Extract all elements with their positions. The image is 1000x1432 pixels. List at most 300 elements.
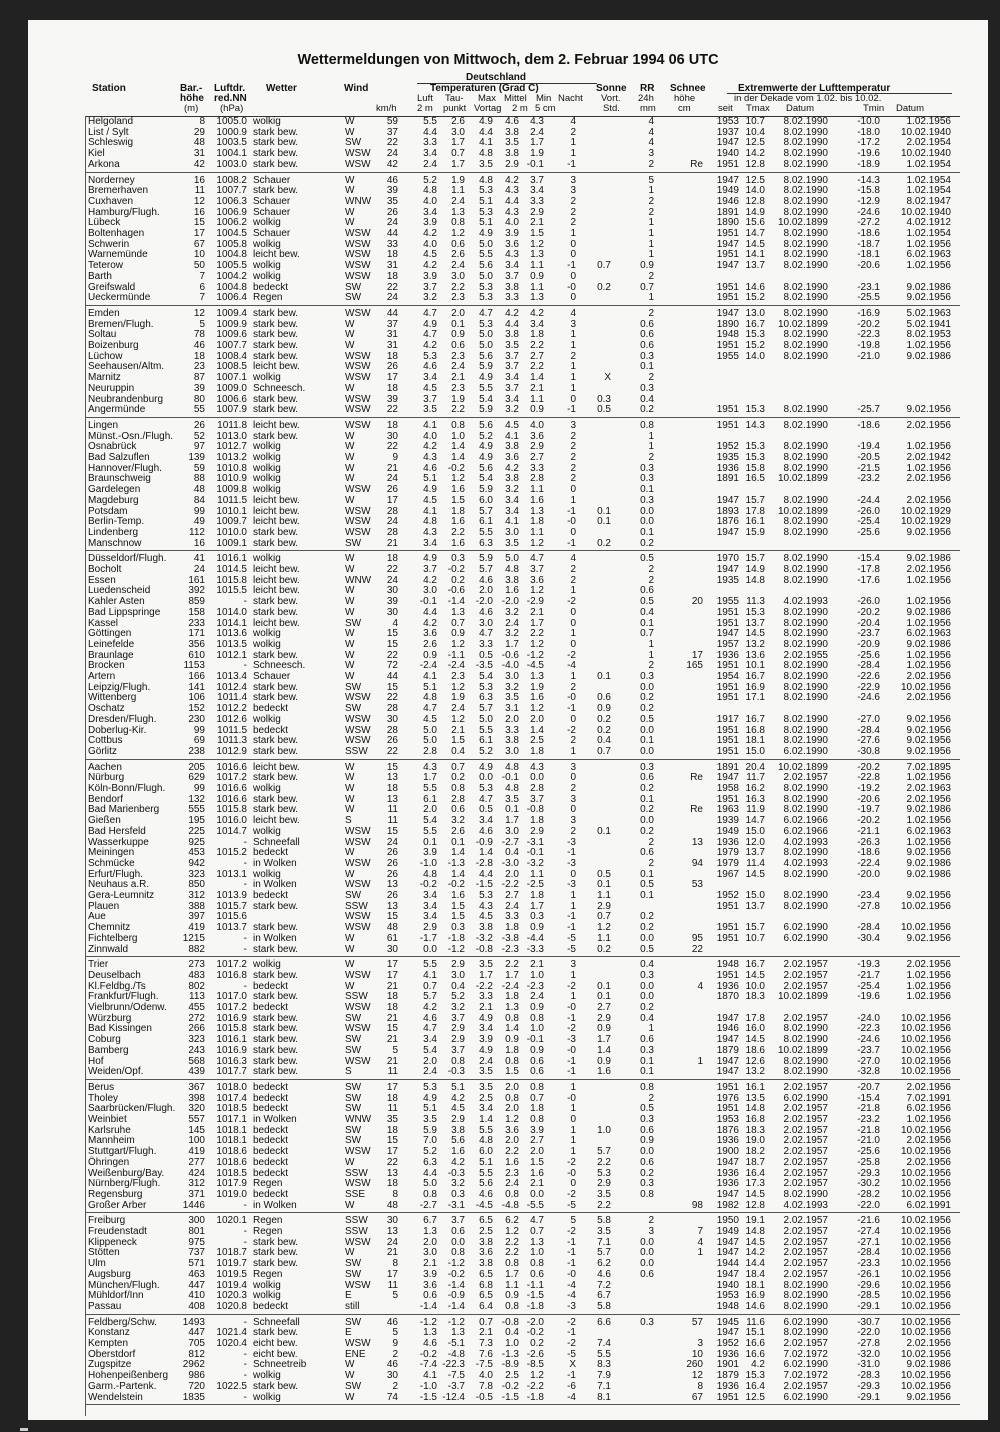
cell-wetter: bedeckt: [253, 1092, 289, 1104]
cell-taupunkt: 0.8: [451, 217, 465, 229]
cell-rr: 2: [648, 307, 654, 319]
cell-max-vortag: -3.5: [475, 660, 493, 672]
cell-wind-speed: 31: [386, 340, 398, 351]
cell-wind-dir: W: [345, 943, 355, 955]
cell-tmax: 15.3: [745, 452, 765, 463]
cell-wind-speed: 22: [386, 441, 398, 453]
cell-wind-speed: 17: [386, 1146, 398, 1158]
cell-min-5cm: 2.1: [530, 959, 544, 971]
cell-luft-2m: 3.4: [423, 206, 437, 218]
cell-wind-dir: SW: [345, 1268, 362, 1280]
cell-rr: 0.3: [640, 1316, 654, 1328]
cell-tmax: 20.4: [745, 761, 765, 773]
cell-max-vortag: 5.0: [479, 238, 493, 250]
cell-nacht: -1: [567, 1258, 576, 1270]
cell-barhoehe: 23: [193, 361, 205, 373]
cell-min-5cm: 3.4: [530, 185, 544, 197]
cell-barhoehe: 610: [188, 649, 205, 661]
cell-tmin: -21.1: [857, 825, 880, 837]
cell-schnee: 22: [691, 943, 703, 955]
cell-schnee: 4: [697, 1236, 703, 1248]
cell-tmin-datum: 9.02.1956: [906, 724, 951, 736]
cell-tmax-datum: 2.02.1957: [783, 1146, 828, 1158]
cell-max-vortag: 7.6: [479, 1348, 493, 1360]
cell-rr: 0.3: [640, 1178, 654, 1190]
cell-wetter: wolkig: [253, 783, 281, 794]
cell-station: Kempten: [88, 1338, 129, 1349]
cell-seit: 1949: [716, 825, 739, 837]
cell-station: Helgoland: [88, 116, 134, 127]
cell-tmin-datum: 1.02.1956: [906, 260, 951, 272]
cell-wetter: stark bew.: [253, 943, 299, 955]
cell-mittel: 4.8: [505, 761, 519, 773]
cell-luftdruck: 1011.5: [217, 494, 247, 506]
cell-taupunkt: -1.1: [447, 649, 465, 661]
cell-luft-2m: 3.4: [423, 537, 437, 549]
cell-wind-dir: SSW: [345, 900, 368, 912]
cell-max-vortag: 4.9: [479, 452, 493, 463]
cell-min-5cm: 0.2: [530, 1338, 544, 1349]
cell-wetter: wolkig: [253, 1391, 281, 1403]
cell-wetter: wolkig: [253, 484, 281, 496]
cell-rr: 0.3: [640, 473, 654, 485]
cell-luftdruck: 1004.5: [216, 228, 247, 239]
cell-max-vortag: -7.5: [475, 1359, 493, 1371]
table-row: [28, 421, 988, 432]
cell-luftdruck: 1014.0: [216, 606, 247, 618]
cell-tmax: 14.2: [745, 148, 765, 160]
cell-rr: 1: [648, 292, 654, 304]
cell-max-vortag: 6.1: [479, 516, 493, 528]
cell-barhoehe: 55: [193, 404, 205, 416]
cell-tmin: -18.0: [857, 126, 880, 138]
cell-tmax-datum: 8.02.1990: [783, 462, 828, 474]
cell-wind-dir: S: [345, 815, 352, 827]
cell-min-5cm: 2.8: [530, 783, 544, 794]
cell-min-5cm: 1.1: [530, 281, 544, 293]
cell-barhoehe: 397: [188, 911, 205, 923]
cell-taupunkt: 0.7: [451, 761, 465, 773]
cell-taupunkt: 5.6: [451, 1135, 465, 1147]
cell-tmin-datum: 9.02.1956: [906, 526, 951, 538]
cell-rr: 5: [648, 174, 654, 186]
cell-mittel: -2.0: [501, 596, 519, 608]
cell-barhoehe: 312: [188, 1178, 205, 1190]
cell-wind-speed: 2: [392, 1348, 398, 1360]
table-row: [28, 827, 988, 838]
cell-taupunkt: -3.7: [447, 1380, 465, 1392]
cell-rr: 0.7: [640, 281, 654, 293]
cell-barhoehe: 69: [193, 735, 205, 747]
cell-mittel: 0.1: [505, 804, 519, 816]
cell-wind-speed: 22: [386, 137, 398, 149]
cell-seit: 1948: [716, 1300, 739, 1312]
cell-rr: 2: [648, 660, 654, 672]
cell-wind-speed: 30: [386, 713, 398, 725]
cell-wetter: Schneesch.: [253, 660, 306, 672]
cell-luft-2m: 3.0: [423, 1247, 437, 1259]
group-separator: [85, 417, 960, 418]
cell-taupunkt: 0.3: [451, 1188, 465, 1200]
cell-wind-dir: W: [345, 761, 355, 773]
cell-tmax-datum: 2.02.1957: [783, 1103, 828, 1115]
cell-min-5cm: 0.8: [530, 1012, 544, 1024]
cell-tmin: -26.0: [857, 596, 880, 608]
cell-wind-speed: 18: [386, 419, 398, 431]
cell-station: Weiden/Opf.: [88, 1066, 144, 1078]
cell-tmax-datum: 8.02.1990: [783, 724, 828, 736]
cell-seit: 1947: [716, 1156, 739, 1168]
cell-nacht: -1: [567, 1327, 576, 1339]
cell-nacht: -2: [567, 649, 576, 661]
cell-luft-2m: 3.6: [423, 628, 437, 640]
cell-schnee: 20: [691, 596, 703, 608]
cell-nacht: 0: [570, 1178, 576, 1190]
cell-nacht: 1: [570, 991, 576, 1003]
cell-tmax: 13.6: [745, 649, 765, 661]
cell-max-vortag: 4.7: [479, 628, 493, 640]
cell-luftdruck: 1008.5: [216, 361, 247, 373]
cell-luft-2m: 4.5: [423, 382, 437, 394]
cell-taupunkt: 0.4: [451, 980, 465, 992]
cell-tmax: 13.7: [745, 617, 765, 629]
cell-nacht: 0: [570, 772, 576, 784]
cell-min-5cm: 0.0: [530, 1188, 544, 1200]
cell-station: Greifswald: [88, 281, 136, 293]
cell-tmax: 18.1: [745, 735, 765, 747]
cell-tmin: -18.9: [857, 158, 880, 170]
cell-sonne: 0.5: [597, 404, 611, 416]
cell-mittel: -2.3: [501, 943, 519, 955]
cell-taupunkt: 1.2: [451, 713, 465, 725]
col-sonne-b: Vort.: [601, 93, 621, 104]
cell-tmin: -28.5: [857, 1290, 880, 1302]
cell-wind-speed: 24: [386, 148, 398, 160]
cell-tmin-datum: 1.02.1956: [906, 772, 951, 784]
cell-wind-dir: W: [345, 1199, 355, 1211]
cell-tmax-datum: 8.02.1990: [783, 1290, 828, 1302]
cell-nacht: -0: [567, 1044, 576, 1056]
cell-nacht: 0: [570, 526, 576, 538]
cell-luft-2m: 5.5: [423, 959, 437, 971]
cell-wetter: stark bew.: [253, 318, 299, 330]
cell-rr: 0.1: [640, 868, 654, 880]
cell-barhoehe: 629: [188, 772, 205, 784]
cell-rr: 0.6: [640, 847, 654, 859]
cell-mittel: 3.4: [505, 260, 519, 272]
cell-nacht: 0: [570, 1114, 576, 1125]
col-nacht: Nacht: [558, 93, 583, 104]
cell-rr: 0.4: [640, 959, 654, 971]
cell-mittel: 3.6: [505, 452, 519, 463]
cell-tmin-datum: 2.02.1956: [906, 1156, 951, 1168]
cell-seit: 1944: [716, 1258, 739, 1270]
cell-wind-dir: W: [345, 980, 355, 992]
cell-station: Neubrandenburg: [88, 393, 164, 405]
cell-tmin-datum: 5.02.1941: [906, 318, 951, 330]
cell-rr: 4: [648, 116, 654, 127]
cell-luftdruck: -: [243, 1199, 247, 1211]
cell-taupunkt: 2.4: [451, 260, 465, 272]
cell-tmax: 17.3: [745, 1178, 765, 1190]
cell-tmin-datum: 9.02.1956: [906, 1391, 951, 1403]
cell-station: Bendorf: [88, 793, 124, 805]
cell-tmin-datum: 2.02.1956: [906, 793, 951, 805]
cell-taupunkt: -1.2: [447, 1258, 465, 1270]
cell-station: Stuttgart/Flugh.: [88, 1146, 157, 1158]
cell-tmin-datum: 1.02.1956: [906, 238, 951, 250]
cell-seit: 1951: [716, 404, 739, 416]
cell-wetter: wolkig: [253, 116, 281, 127]
cell-max-vortag: 4.6: [479, 1188, 493, 1200]
document-title: Wettermeldungen von Mittwoch, dem 2. Februar 1994 06 UTC: [297, 52, 719, 68]
cell-luft-2m: 4.1: [423, 1370, 437, 1382]
cell-wind-speed: 15: [386, 628, 398, 640]
cell-wetter: wolkig: [253, 825, 281, 837]
cell-wind-speed: 21: [386, 1247, 398, 1259]
cell-max-vortag: 5.5: [479, 1167, 493, 1179]
cell-sonne: 7.1: [597, 1380, 611, 1392]
cell-barhoehe: 410: [188, 1290, 205, 1302]
cell-wind-dir: SW: [345, 1081, 362, 1093]
cell-luft-2m: 4.7: [423, 703, 437, 715]
cell-taupunkt: 2.1: [451, 724, 465, 736]
cell-wind-speed: 11: [387, 1066, 398, 1078]
cell-wind-speed: 61: [386, 932, 398, 944]
cell-wind-speed: 39: [386, 185, 398, 197]
cell-tmin: -20.9: [857, 638, 880, 650]
cell-mittel: -4.0: [501, 660, 519, 672]
cell-wind-dir: W: [345, 660, 355, 672]
cell-seit: 1953: [716, 1290, 739, 1302]
cell-rr: 0.5: [640, 943, 654, 955]
cell-seit: 1900: [716, 1146, 739, 1158]
cell-tmax-datum: 6.02.1990: [783, 1092, 828, 1104]
cell-wind-speed: 13: [386, 900, 398, 912]
cell-tmax-datum: 7.02.1972: [783, 1348, 828, 1360]
cell-taupunkt: 1.3: [451, 206, 465, 218]
cell-tmax: 13.7: [745, 900, 765, 912]
cell-sonne: 0.2: [597, 943, 611, 955]
cell-max-vortag: 5.3: [479, 783, 493, 794]
cell-wind-speed: 22: [386, 745, 398, 757]
cell-station: Warnemünde: [88, 249, 148, 261]
cell-seit: 1947: [716, 1034, 739, 1046]
cell-nacht: -1: [567, 1370, 576, 1382]
cell-mittel: 2.2: [505, 1236, 519, 1248]
cell-wind-speed: 4: [392, 617, 398, 629]
cell-tmin: -27.8: [857, 900, 880, 912]
cell-wetter: stark bew.: [253, 126, 299, 138]
cell-max-vortag: 5.0: [479, 340, 493, 351]
cell-tmax: 14.0: [745, 185, 765, 197]
cell-sonne: 3.5: [597, 1188, 611, 1200]
cell-tmin: -18.6: [857, 419, 880, 431]
cell-tmin-datum: 9.02.1986: [906, 281, 951, 293]
cell-wind-dir: W: [345, 329, 355, 341]
cell-tmin-datum: 1.02.1956: [906, 596, 951, 608]
cell-wind-dir: S: [345, 1066, 352, 1078]
cell-tmax-datum: 8.02.1990: [783, 1066, 828, 1078]
cell-barhoehe: 99: [193, 783, 205, 794]
cell-rr: 2: [648, 372, 654, 384]
cell-tmax-datum: 8.02.1990: [783, 574, 828, 586]
cell-luftdruck: 1006.6: [216, 393, 247, 405]
cell-max-vortag: 5.3: [479, 281, 493, 293]
cell-tmax-datum: 8.02.1990: [783, 692, 828, 704]
cell-tmax-datum: 6.02.1990: [783, 922, 828, 934]
cell-schnee: 67: [691, 1391, 703, 1403]
cell-wind-dir: W: [345, 462, 355, 474]
cell-station: Wittenberg: [88, 692, 137, 704]
cell-min-5cm: -2.5: [526, 879, 544, 891]
cell-luftdruck: 1017.2: [216, 772, 247, 784]
cell-rr: 0.5: [640, 596, 654, 608]
cell-barhoehe: 483: [188, 969, 205, 981]
cell-wetter: stark bew.: [253, 1066, 299, 1078]
cell-sonne: 0.2: [597, 724, 611, 736]
cell-mittel: 3.8: [505, 329, 519, 341]
cell-mittel: 4.8: [505, 564, 519, 575]
cell-tmin-datum: 9.02.1956: [906, 745, 951, 757]
cell-max-vortag: -2.0: [475, 596, 493, 608]
cell-nacht: 1: [570, 1103, 576, 1115]
cell-rr: 0.9: [640, 260, 654, 272]
col-bar-1: Bar.-: [180, 83, 203, 94]
cell-wind-dir: WSW: [345, 857, 371, 869]
table-row: [28, 539, 988, 550]
cell-station: Fichtelberg: [88, 932, 138, 944]
cell-tmin: -19.2: [857, 783, 880, 794]
cell-tmax-datum: 8.02.1990: [783, 249, 828, 261]
cell-tmax: 11.4: [746, 857, 765, 869]
cell-taupunkt: 3.7: [451, 1044, 465, 1056]
cell-barhoehe: 568: [188, 1055, 205, 1067]
cell-rr: 1: [648, 185, 654, 197]
col-luft-2: red.NN: [214, 93, 247, 104]
cell-min-5cm: 4.7: [530, 1215, 544, 1227]
col-sonne-c: Std.: [603, 103, 620, 114]
cell-max-vortag: 5.0: [479, 329, 493, 341]
cell-wind-dir: WSW: [345, 484, 371, 496]
cell-wetter: stark bew.: [253, 692, 299, 704]
cell-station: Göttingen: [88, 628, 132, 640]
cell-wetter: wolkig: [253, 713, 281, 725]
cell-wind-dir: WSW: [345, 879, 371, 891]
cell-max-vortag: 4.9: [479, 372, 493, 384]
cell-seit: 1947: [716, 307, 739, 319]
cell-tmax-datum: 2.02.1957: [783, 969, 828, 981]
cell-station: Karlsruhe: [88, 1124, 131, 1136]
table-row: [28, 1270, 988, 1281]
cell-luft-2m: 5.5: [423, 116, 437, 127]
cell-wind-speed: 11: [387, 804, 398, 816]
cell-barhoehe: 97: [193, 441, 205, 453]
cell-rr: 3: [648, 148, 654, 160]
cell-wind-speed: 26: [386, 847, 398, 859]
cell-luft-2m: 4.6: [423, 361, 437, 373]
cell-tmin: -29.3: [857, 1167, 880, 1179]
cell-mittel: 1.8: [505, 1044, 519, 1056]
cell-mittel: 4.6: [505, 116, 519, 127]
cell-seit: 1951: [716, 249, 739, 261]
cell-taupunkt: -0.2: [447, 1268, 465, 1280]
cell-barhoehe: 87: [193, 372, 205, 384]
cell-sonne: 2.9: [597, 1012, 611, 1024]
cell-rr: 0.1: [640, 793, 654, 805]
col-rr-c: mm: [640, 103, 656, 114]
cell-sonne: 0.3: [597, 393, 611, 405]
col-extrem-a: Extremwerte der Lufttemperatur: [738, 83, 891, 94]
cell-tmin-datum: 6.02.1956: [906, 1103, 951, 1115]
cell-seit: 1951: [716, 1103, 739, 1115]
cell-luftdruck: 1009.0: [216, 382, 247, 394]
cell-luft-2m: 5.3: [423, 1081, 437, 1093]
cell-rr: 0.3: [640, 494, 654, 506]
cell-min-5cm: 0.9: [530, 270, 544, 282]
cell-station: Schleswig: [88, 137, 134, 149]
cell-tmax-datum: 8.02.1990: [783, 847, 828, 859]
cell-rr: 0.3: [640, 462, 654, 474]
cell-rr: 0.4: [640, 1012, 654, 1024]
cell-nacht: 1: [570, 340, 576, 351]
cell-max-vortag: 3.9: [479, 1034, 493, 1046]
cell-wind-dir: W: [345, 1156, 355, 1168]
cell-rr: 0.1: [640, 1055, 654, 1067]
cell-luftdruck: 1018.5: [216, 1167, 247, 1179]
cell-mittel: 4.3: [505, 249, 519, 261]
cell-station: Bamberg: [88, 1044, 129, 1056]
cell-max-vortag: 6.0: [479, 1146, 493, 1158]
cell-tmax: 12.5: [745, 174, 765, 186]
cell-sonne: 0.4: [597, 735, 611, 747]
cell-rr: 0.2: [640, 911, 654, 923]
cell-luftdruck: 1008.2: [216, 174, 247, 186]
cell-tmin-datum: 9.02.1956: [906, 847, 951, 859]
cell-tmax-datum: 6.02.1990: [783, 1316, 828, 1328]
cell-tmax-datum: 8.02.1990: [783, 419, 828, 431]
cell-mittel: 0.8: [505, 1055, 519, 1067]
cell-mittel: -4.8: [501, 1199, 519, 1211]
cell-barhoehe: 233: [188, 617, 205, 629]
cell-mittel: 1.2: [505, 1114, 519, 1125]
cell-tmin-datum: 9.02.1956: [906, 292, 951, 304]
cell-mittel: 0.4: [505, 1327, 519, 1339]
cell-wetter: bedeckt: [253, 281, 289, 293]
cell-station: Wasserkuppe: [88, 836, 149, 848]
cell-sonne: 0.2: [597, 281, 611, 293]
cell-tmin-datum: 1.02.1956: [906, 649, 951, 661]
cell-max-vortag: 7.8: [479, 1380, 493, 1392]
cell-tmax-datum: 8.02.1990: [783, 1300, 828, 1312]
cell-station: Ulm: [88, 1258, 106, 1270]
table-left-border: [85, 116, 86, 1416]
cell-taupunkt: 0.3: [451, 553, 465, 565]
cell-barhoehe: 277: [188, 1156, 205, 1168]
cell-tmin-datum: 10.02.1956: [900, 1327, 951, 1339]
cell-mittel: 4.2: [505, 307, 519, 319]
cell-min-5cm: 2.7: [530, 1135, 544, 1147]
cell-min-5cm: 2.5: [530, 735, 544, 747]
cell-seit: 1952: [716, 1338, 739, 1349]
cell-tmax: 12.8: [745, 195, 765, 207]
cell-seit: 1970: [716, 553, 739, 565]
cell-tmax-datum: 8.02.1990: [783, 260, 828, 272]
cell-barhoehe: 152: [188, 703, 205, 715]
cell-wetter: in Wolken: [253, 1114, 297, 1125]
cell-tmin-datum: 1.02.1956: [906, 980, 951, 992]
cell-tmin: -21.0: [857, 1135, 880, 1147]
